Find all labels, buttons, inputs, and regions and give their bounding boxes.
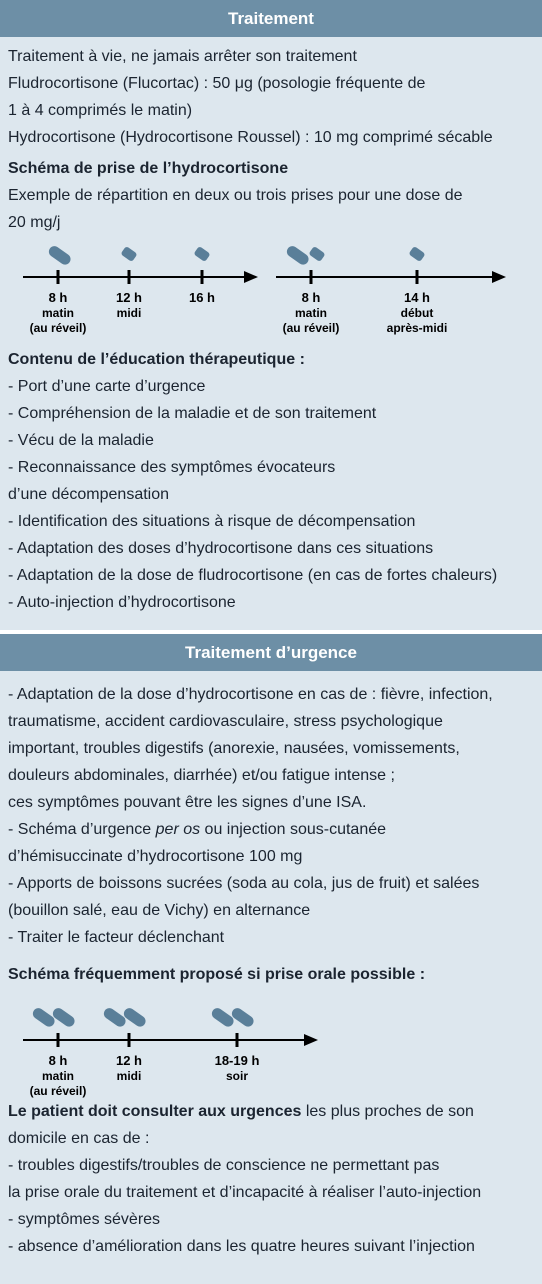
capsule-icon [47, 244, 73, 267]
text-line: Fludrocortisone (Flucortac) : 50 μg (posologie fréquente de [8, 75, 426, 92]
tick-a1 [30, 244, 87, 335]
text-line: la prise orale du traitement et d’incapacité à réaliser l’auto-injection [8, 1184, 482, 1201]
tick-sub1: matin [294, 306, 328, 320]
text-line: important, troubles digestifs (anorexie, nausées, vomissements, [8, 740, 460, 757]
text-line: 20 mg/j [8, 214, 61, 231]
list-item: d’une décompensation [8, 486, 170, 503]
tablet-icon [308, 246, 325, 262]
text-line: - Schéma d’urgence per os ou injection sous-cutanée [8, 821, 387, 838]
tick-time: 12 h [115, 1053, 143, 1068]
list-item: - Auto-injection d’hydrocortisone [8, 594, 236, 611]
schema-title-urgence: Schéma fréquemment proposé si prise orale possible : [8, 966, 426, 983]
dosing-timelines-hydrocortisone [8, 236, 534, 346]
tablet-icon [193, 246, 210, 262]
list-item: - Vécu de la maladie [8, 432, 154, 449]
arrow-head [492, 271, 506, 283]
capsule-icon [285, 244, 311, 267]
section-header-urgence: Traitement d’urgence [0, 634, 542, 671]
arrow-head [244, 271, 258, 283]
text-line: Hydrocortisone (Hydrocortisone Roussel) : 10 mg comprimé sécable [8, 129, 493, 146]
section-header-traitement: Traitement [0, 0, 542, 37]
tick-sub1: début [400, 306, 434, 320]
timeline-diagram [8, 236, 534, 346]
tick-time: 8 h [301, 290, 321, 305]
text-line: ces symptômes pouvant être les signes d’une ISA. [8, 794, 367, 811]
tablet-icon [408, 246, 425, 262]
tick-sub2: après-midi [386, 321, 448, 335]
tick-b2 [387, 246, 448, 335]
list-item: - Reconnaissance des symptômes évocateurs [8, 459, 336, 476]
tick-time: 16 h [188, 290, 216, 305]
text-line: - absence d’amélioration dans les quatre heures suivant l’injection [8, 1238, 475, 1255]
tick-sub2: (au réveil) [282, 321, 340, 335]
tick-sub1: matin [41, 306, 75, 320]
consult-line [8, 1098, 534, 1125]
education-title: Contenu de l’éducation thérapeutique : [8, 351, 305, 368]
capsule-icon [122, 1006, 148, 1029]
list-item: - Adaptation de la dose de fludrocortisone (en cas de fortes chaleurs) [8, 567, 498, 584]
list-item: - Compréhension de la maladie et de son traitement [8, 405, 377, 422]
text-line: - Adaptation de la dose d’hydrocortisone en cas de : fièvre, infection, [8, 686, 493, 703]
capsule-icon [230, 1006, 256, 1029]
text-line: Traitement à vie, ne jamais arrêter son traitement [8, 48, 357, 65]
section-urgence [0, 671, 542, 1284]
tick-sub1: midi [116, 1069, 142, 1083]
consult-rest: les plus proches de son [301, 1103, 474, 1120]
text-line: traumatisme, accident cardiovasculaire, stress psychologique [8, 713, 443, 730]
tablet-icon [120, 246, 137, 262]
text-line: - symptômes sévères [8, 1211, 161, 1228]
text-line: - Traiter le facteur déclenchant [8, 929, 225, 946]
list-item: - Identification des situations à risque de décompensation [8, 513, 416, 530]
tick-c3 [210, 1006, 260, 1083]
tick-sub1: matin [41, 1069, 75, 1083]
tick-sub1: soir [225, 1069, 249, 1083]
tick-c2 [102, 1006, 148, 1083]
list-item: - Port d’une carte d’urgence [8, 378, 206, 395]
italic-text: per os [155, 821, 201, 838]
capsule-icon [102, 1006, 128, 1029]
tick-time: 18-19 h [214, 1053, 260, 1068]
text-line: 1 à 4 comprimés le matin) [8, 102, 193, 119]
tick-time: 14 h [403, 290, 431, 305]
tick-time: 12 h [115, 290, 143, 305]
text-line: (bouillon salé, eau de Vichy) en alternance [8, 902, 311, 919]
consult-bold: Le patient doit consulter aux urgences [8, 1103, 302, 1120]
text-line: douleurs abdominales, diarrhée) et/ou fatigue intense ; [8, 767, 395, 784]
tick-a2 [116, 246, 142, 320]
text-line: d’hémisuccinate d’hydrocortisone 100 mg [8, 848, 303, 865]
capsule-icon [210, 1006, 236, 1029]
timeline-diagram [8, 988, 534, 1098]
section-traitement [0, 37, 542, 630]
schema-title: Schéma de prise de l’hydrocortisone [8, 160, 289, 177]
text-line: Exemple de répartition en deux ou trois prises pour une dose de [8, 187, 463, 204]
tick-time: 8 h [48, 290, 68, 305]
tick-b1 [283, 244, 340, 335]
tick-sub2: (au réveil) [29, 1084, 87, 1098]
tick-c1 [30, 1006, 87, 1098]
tick-sub1: midi [116, 306, 142, 320]
text-line: domicile en cas de : [8, 1130, 150, 1147]
arrow-head [304, 1034, 318, 1046]
text-line: - Apports de boissons sucrées (soda au cola, jus de fruit) et salées [8, 875, 480, 892]
text-line: - troubles digestifs/troubles de conscience ne permettant pas [8, 1157, 440, 1174]
dosing-timeline-urgence [8, 988, 534, 1098]
tick-a3 [189, 246, 215, 305]
tick-time: 8 h [48, 1053, 68, 1068]
capsule-icon [51, 1006, 77, 1029]
tick-sub2: (au réveil) [29, 321, 87, 335]
list-item: - Adaptation des doses d’hydrocortisone dans ces situations [8, 540, 434, 557]
capsule-icon [31, 1006, 57, 1029]
